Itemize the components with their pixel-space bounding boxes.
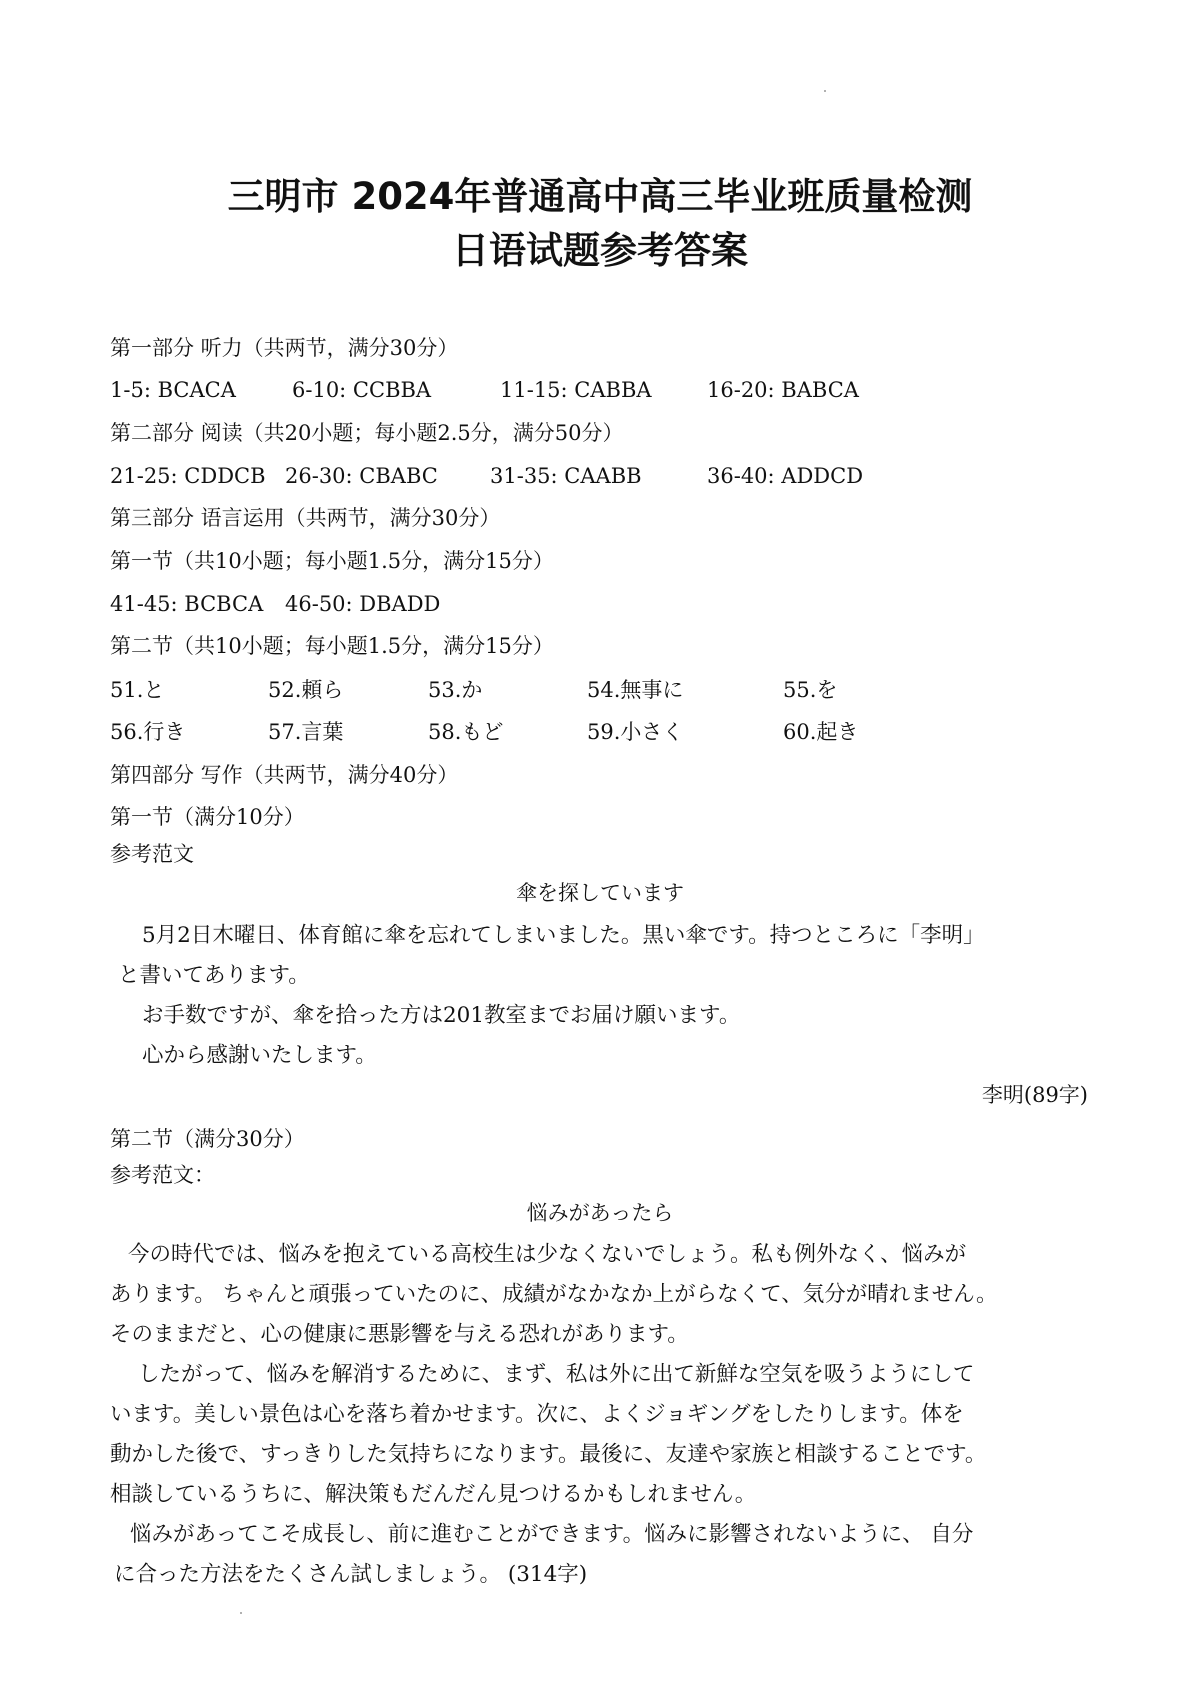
answer-group: 1-5: BCACA — [110, 378, 236, 402]
part4-section1-label: 参考范文 — [110, 842, 194, 866]
document-title-line1: 三明市 2024年普通高中高三毕业班质量检测 — [227, 175, 973, 218]
answer-item: 58.もど — [428, 720, 504, 744]
answer-item: 52.頼ら — [268, 678, 344, 702]
answer-group: 16-20: BABCA — [707, 378, 859, 402]
essay2-line: 悩みがあってこそ成長し、前に進むことができます。悩みに影響されないように、 自分 — [130, 1522, 974, 1547]
essay1-line: 5月2日木曜日、体育館に傘を忘れてしまいました。黒い傘です。持つところに「李明」 — [142, 923, 985, 948]
essay2-line: そのままだと、心の健康に悪影響を与える恐れがあります。 — [110, 1322, 689, 1347]
answer-group: 11-15: CABBA — [500, 378, 652, 402]
answer-group: 36-40: ADDCD — [707, 464, 864, 488]
essay1-line: と書いてあります。 — [118, 963, 310, 988]
part4-heading: 第四部分 写作（共两节，满分40分） — [110, 763, 459, 787]
answer-group: 6-10: CCBBA — [292, 378, 432, 402]
scan-speck — [240, 1612, 242, 1614]
essay1-line: お手数ですが、傘を拾った方は201教室までお届け願います。 — [142, 1003, 741, 1028]
essay2-line: 動かした後で、すっきりした気持ちになります。最後に、友達や家族と相談することです。 — [110, 1442, 987, 1467]
essay2-line: に合った方法をたくさん試しましょう。 (314字) — [114, 1562, 588, 1587]
part4-section2-heading: 第二节（满分30分） — [110, 1127, 305, 1151]
answer-item: 51.と — [110, 678, 165, 702]
part3-section1-heading: 第一节（共10小题；每小题1.5分，满分15分） — [110, 549, 554, 573]
answer-group: 21-25: CDDCB — [110, 464, 266, 488]
document-title-line2: 日语试题参考答案 — [452, 229, 748, 272]
part3-heading: 第三部分 语言运用（共两节，满分30分） — [110, 506, 501, 530]
answer-item: 53.か — [428, 678, 483, 702]
answer-item: 56.行き — [110, 720, 186, 744]
answer-item: 57.言葉 — [268, 720, 344, 744]
answer-group: 31-35: CAABB — [490, 464, 642, 488]
essay2-title: 悩みがあったら — [526, 1201, 674, 1225]
essay1-line: 心から感謝いたします。 — [142, 1043, 377, 1068]
answer-group: 41-45: BCBCA — [110, 592, 264, 616]
part4-section1-heading: 第一节（满分10分） — [110, 805, 305, 829]
essay2-line: 相談しているうちに、解決策もだんだん見つけるかもしれません。 — [110, 1482, 757, 1507]
answer-group: 26-30: CBABC — [285, 464, 438, 488]
answer-item: 54.無事に — [587, 678, 684, 702]
essay2-line: 今の時代では、悩みを抱えている高校生は少なくないでしょう。私も例外なく、悩みが — [128, 1242, 967, 1267]
essay2-line: したがって、悩みを解消するために、まず、私は外に出て新鮮な空気を吸うようにして — [138, 1362, 975, 1387]
essay1-title: 傘を探しています — [516, 881, 684, 905]
part3-section2-heading: 第二节（共10小题；每小题1.5分，满分15分） — [110, 634, 554, 658]
part2-heading: 第二部分 阅读（共20小题；每小题2.5分，满分50分） — [110, 421, 624, 445]
part1-heading: 第一部分 听力（共两节，满分30分） — [110, 336, 459, 360]
part4-section2-label: 参考范文： — [110, 1163, 215, 1187]
answer-group: 46-50: DBADD — [285, 592, 441, 616]
scan-speck — [824, 90, 826, 92]
answer-item: 55.を — [783, 678, 838, 702]
essay1-signature: 李明(89字) — [981, 1083, 1088, 1107]
answer-item: 60.起き — [783, 720, 859, 744]
essay2-line: あります。 ちゃんと頑張っていたのに、成績がなかなか上がらなくて、気分が晴れません。 — [110, 1282, 998, 1307]
answer-item: 59.小さく — [587, 720, 684, 744]
essay2-line: います。美しい景色は心を落ち着かせます。次に、よくジョギングをしたりします。体を — [110, 1402, 964, 1427]
